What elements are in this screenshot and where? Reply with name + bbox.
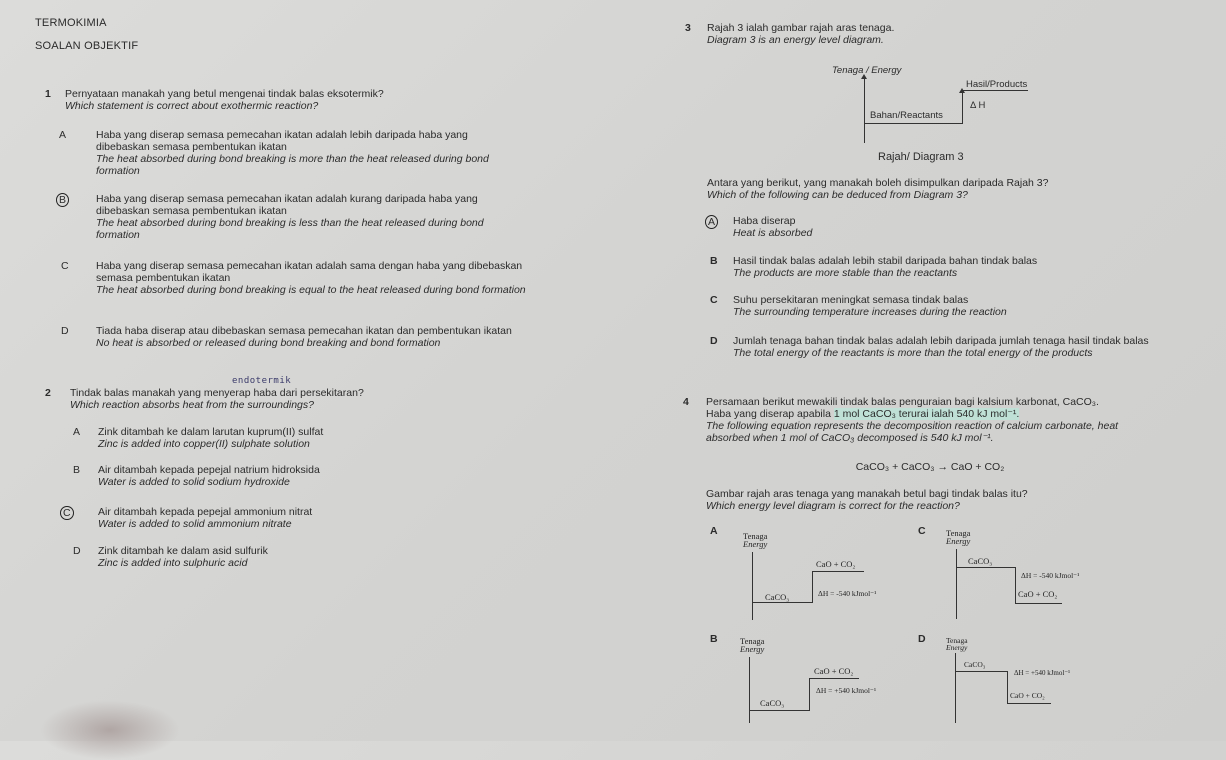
option-text-ms: Zink ditambah ke dalam asid sulfurik [98, 545, 268, 557]
option-letter: C [710, 294, 718, 306]
chemical-equation: CaCO₃ + CaCO₃ → CaO + CO₂ [855, 461, 1005, 473]
delta-h-arrow [1015, 567, 1016, 603]
option-text-ms: Air ditambah kepada pepejal natrium hidroksida [98, 464, 320, 476]
delta-h-arrow [809, 678, 810, 711]
high-label: CaO + CO₂ [814, 666, 854, 676]
q1-option-d[interactable] [61, 325, 531, 349]
option-letter: A [710, 525, 718, 537]
question-text-en: The following equation represents the decomposition reaction of calcium carbonate, heat absorbed when 1 mol of CaCO₃ decomposed is 540 kJ mol⁻¹. [706, 420, 1119, 444]
q3-option-c[interactable] [710, 294, 1190, 318]
option-text-en: The heat absorbed during bond breaking is equal to the heat released during bond formation [96, 284, 526, 296]
arrow-up-icon [861, 74, 867, 79]
option-letter: B [710, 255, 718, 267]
energy-axis [749, 657, 750, 723]
prompt-ms: Antara yang berikut, yang manakah boleh disimpulkan daripada Rajah 3? [707, 177, 1049, 189]
diagram-caption: Rajah/ Diagram 3 [878, 151, 964, 163]
axis-label-ms: Tenaga [946, 636, 968, 645]
question-number: 2 [45, 387, 51, 399]
prompt-en: Which of the following can be deduced from Diagram 3? [707, 189, 968, 201]
q1-option-b[interactable] [59, 193, 526, 241]
delta-h-arrow [1007, 671, 1008, 703]
delta-h-label: ΔH = +540 kJmol⁻¹ [1014, 669, 1071, 677]
axis-label-ms: Tenaga [743, 531, 768, 541]
question-3 [685, 22, 1185, 46]
option-text-en: The surrounding temperature increases during the reaction [733, 306, 1007, 318]
option-text-ms: Tiada haba diserap atau dibebaskan semasa pemecahan ikatan dan pembentukan ikatan [96, 325, 512, 337]
option-text-ms: Jumlah tenaga bahan tindak balas adalah lebih daripada jumlah tenaga hasil tindak balas [733, 335, 1149, 347]
high-label: CaCO₃ [964, 660, 986, 669]
q1-option-a[interactable] [59, 129, 521, 177]
axis-label-ms: Tenaga [740, 636, 765, 646]
option-text-en: Zinc is added into copper(II) sulphate solution [98, 438, 310, 450]
option-text-ms: Hasil tindak balas adalah lebih stabil daripada bahan tindak balas [733, 255, 1038, 267]
shadow [40, 700, 180, 760]
low-level [1007, 703, 1051, 704]
option-letter-circled: A [705, 215, 718, 229]
section-title: SOALAN OBJEKTIF [35, 40, 139, 52]
option-text-en: Heat is absorbed [733, 227, 813, 239]
question-3-prompt [707, 177, 1207, 201]
subject-title: TERMOKIMIA [35, 17, 107, 29]
energy-axis [752, 552, 753, 620]
axis-label-en: Energy [740, 644, 765, 654]
products-level [962, 90, 1028, 91]
q4-option-b[interactable] [710, 633, 900, 728]
question-text-en: Which reaction absorbs heat from the surroundings? [70, 399, 314, 411]
high-level [812, 571, 864, 572]
question-2 [45, 387, 605, 411]
option-letter: D [73, 545, 81, 557]
question-text-en: Which statement is correct about exothermic reaction? [65, 100, 319, 112]
reactants-label: Bahan/Reactants [870, 110, 943, 121]
q4-option-c[interactable] [918, 525, 1108, 620]
handwritten-annotation: endotermik [232, 376, 292, 386]
high-label: CaCO₃ [968, 556, 993, 566]
question-text-ms-2: Haba yang diserap apabila [706, 408, 834, 420]
axis-label: Tenaga / Energy [832, 65, 902, 76]
option-text-ms: Zink ditambah ke dalam larutan kuprum(II) sulfat [98, 426, 324, 438]
option-text-en: No heat is absorbed or released during bond breaking and bond formation [96, 337, 441, 349]
energy-diagram-3 [820, 60, 1060, 170]
low-label: CaCO₃ [760, 698, 785, 708]
question-text-en: Diagram 3 is an energy level diagram. [707, 34, 884, 46]
highlighted-text: 1 mol CaCO₃ terurai ialah 540 kJ mol⁻¹. [833, 408, 1020, 420]
question-number: 4 [683, 396, 689, 408]
reactants-level [864, 123, 962, 124]
axis-label-en: Energy [946, 643, 968, 652]
question-text-ms: Tindak balas manakah yang menyerap haba dari persekitaran? [70, 387, 364, 399]
low-level [1015, 603, 1062, 604]
option-letter: C [61, 260, 69, 272]
low-level [752, 602, 812, 603]
low-label: CaO + CO₂ [1010, 691, 1045, 700]
option-text-en: Water is added to solid sodium hydroxide [98, 476, 290, 488]
delta-h-label: ΔH = +540 kJmol⁻¹ [816, 686, 877, 695]
q3-option-b[interactable] [710, 255, 1190, 279]
q3-option-d[interactable] [710, 335, 1155, 359]
q4-option-d[interactable] [918, 633, 1108, 728]
option-text-en: The heat absorbed during bond breaking is more than the heat released during bond formation [96, 153, 489, 177]
q1-option-c[interactable] [61, 260, 526, 296]
prompt-ms: Gambar rajah aras tenaga yang manakah betul bagi tindak balas itu? [706, 488, 1028, 500]
question-text-ms: Rajah 3 ialah gambar rajah aras tenaga. [707, 22, 895, 34]
q2-option-c[interactable] [63, 506, 473, 530]
high-level [956, 567, 1015, 568]
energy-axis [864, 78, 865, 143]
delta-h-label: ΔH = -540 kJmol⁻¹ [1021, 571, 1080, 580]
q2-option-b[interactable] [73, 464, 473, 488]
option-letter-circled: B [56, 193, 69, 207]
option-letter-circled: C [60, 506, 74, 520]
question-1 [45, 88, 605, 112]
low-label: CaO + CO₂ [1018, 589, 1058, 599]
option-text-ms: Air ditambah kepada pepejal ammonium nitrat [98, 506, 313, 518]
q2-option-a[interactable] [73, 426, 473, 450]
q3-option-a[interactable] [710, 215, 1190, 239]
option-letter: D [918, 633, 926, 645]
question-text-ms: Pernyataan manakah yang betul mengenai tindak balas eksotermik? [65, 88, 384, 100]
delta-h-arrow [962, 92, 963, 124]
delta-h-arrow [812, 571, 813, 603]
option-text-en: The heat absorbed during bond breaking is less than the heat released during bond formation [96, 217, 484, 241]
option-letter: A [73, 426, 81, 438]
option-letter: C [918, 525, 926, 537]
option-text-en: The total energy of the reactants is more than the total energy of the products [733, 347, 1093, 359]
option-text-en: The products are more stable than the reactants [733, 267, 958, 279]
low-label: CaCO₃ [765, 592, 790, 602]
option-text-en: Water is added to solid ammonium nitrate [98, 518, 292, 530]
question-text-ms: Persamaan berikut mewakili tindak balas penguraian bagi kalsium karbonat, CaCO₃. [706, 396, 1099, 408]
delta-h-label: ΔH = -540 kJmol⁻¹ [818, 589, 877, 598]
option-text-ms: Haba yang diserap semasa pemecahan ikatan adalah sama dengan haba yang dibebaskan semasa pembentukan ikatan [96, 260, 523, 284]
high-level [955, 671, 1007, 672]
question-4-prompt [706, 488, 1186, 512]
option-text-ms: Suhu persekitaran meningkat semasa tindak balas [733, 294, 969, 306]
option-letter: D [61, 325, 69, 337]
low-level [749, 710, 809, 711]
option-letter: D [710, 335, 718, 347]
option-letter: B [710, 633, 718, 645]
axis-label-en: Energy [946, 536, 971, 546]
delta-h-label: Δ H [970, 100, 986, 111]
question-number: 1 [45, 88, 51, 100]
axis-label-ms: Tenaga [946, 528, 971, 538]
energy-axis [956, 549, 957, 619]
question-4 [683, 396, 1163, 444]
option-text-en: Zinc is added into sulphuric acid [98, 557, 248, 569]
axis-label-en: Energy [743, 539, 768, 549]
energy-axis [955, 653, 956, 723]
q2-option-d[interactable] [73, 545, 473, 569]
option-text-ms: Haba yang diserap semasa pemecahan ikatan adalah lebih daripada haba yang dibebaskan semasa pembentukan ikatan [96, 129, 468, 153]
question-number: 3 [685, 22, 691, 34]
option-letter: B [73, 464, 81, 476]
high-label: CaO + CO₂ [816, 559, 856, 569]
products-label: Hasil/Products [966, 79, 1028, 90]
option-text-ms: Haba yang diserap semasa pemecahan ikatan adalah kurang daripada haba yang dibebaskan semasa pembentukan ikatan [96, 193, 478, 217]
prompt-en: Which energy level diagram is correct for the reaction? [706, 500, 960, 512]
q4-option-a[interactable] [710, 525, 900, 620]
option-letter: A [59, 129, 67, 141]
high-level [809, 678, 859, 679]
option-text-ms: Haba diserap [733, 215, 796, 227]
